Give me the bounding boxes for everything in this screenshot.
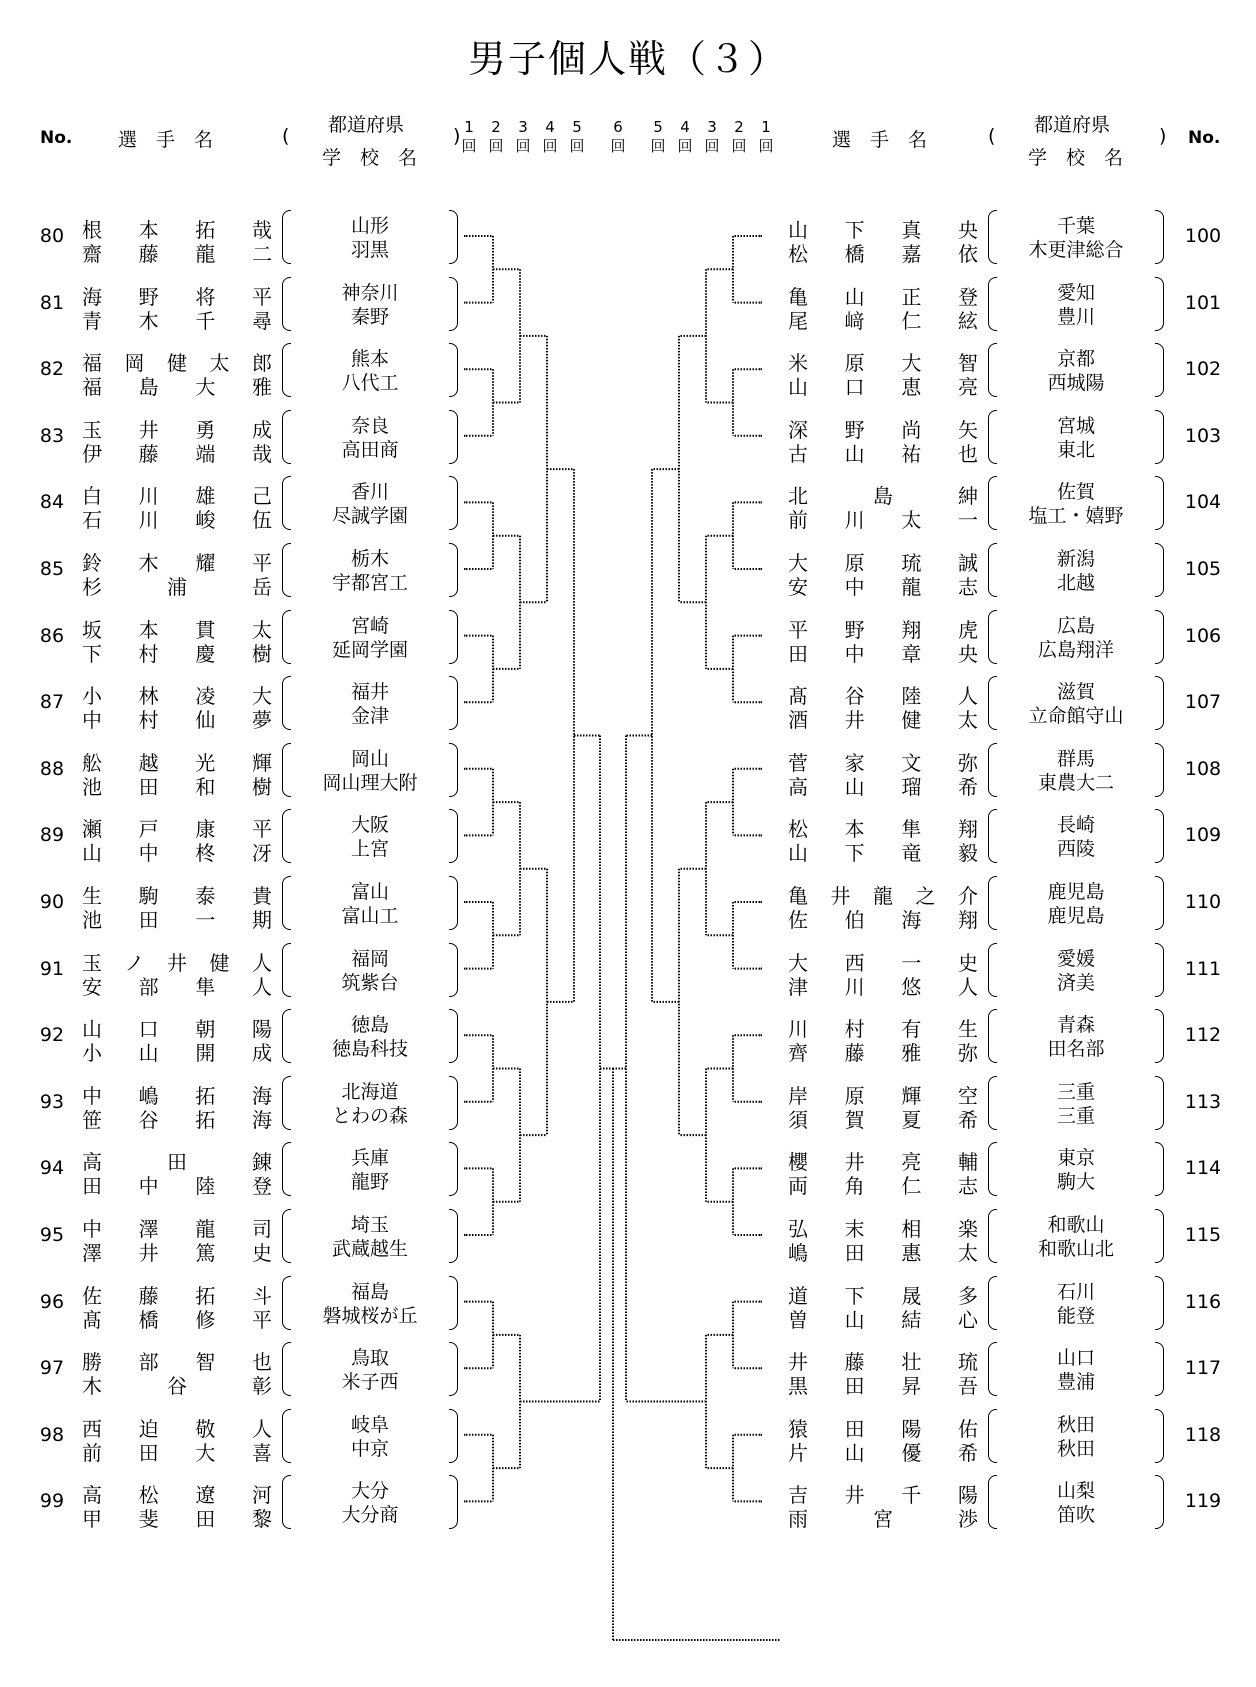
player-name-2: 小 山 開 成 — [82, 1041, 272, 1066]
entry-number: 96 — [39, 1290, 65, 1313]
school-name: 鹿児島 — [1047, 905, 1105, 927]
entry-number: 102 — [1184, 358, 1222, 381]
player-name-2: 髙 橋 修 平 — [82, 1307, 272, 1332]
player-name-2: 前 田 大 喜 — [82, 1440, 272, 1465]
round-header-right-1: 5 回 — [650, 118, 666, 155]
player-name-1: 鈴 木 耀 平 — [82, 551, 272, 575]
player-name-2: 甲 斐 田 黎 — [82, 1507, 272, 1532]
player-name-1: 高 松 遼 河 — [82, 1483, 272, 1508]
entry-number: 105 — [1184, 558, 1222, 580]
school-name: 駒大 — [1056, 1171, 1095, 1194]
school-name: 東農大二 — [1037, 771, 1114, 794]
player-name-1: 松 本 隼 翔 — [788, 817, 978, 842]
entry-number: 103 — [1184, 424, 1222, 447]
prefecture: 徳島 — [350, 1014, 389, 1037]
round-header-left-2: 2 回 — [488, 118, 504, 155]
player-name-2: 安 中 龍 志 — [788, 575, 978, 599]
player-name-2: 杉 浦 岳 — [82, 575, 272, 599]
player-name-1: 舩 越 光 輝 — [82, 750, 272, 775]
school-name: 上宮 — [350, 838, 389, 861]
player-name-1: 髙 谷 陸 人 — [788, 684, 978, 709]
school-name: 秋田 — [1056, 1437, 1095, 1460]
player-name-2: 山 中 柊 冴 — [82, 841, 272, 866]
player-name-1: 山 下 真 央 — [788, 218, 978, 242]
player-name-2: 片 山 優 希 — [788, 1440, 978, 1465]
player-name-2: 笹 谷 拓 海 — [82, 1107, 272, 1132]
header-paren-open-left: ( — [282, 125, 290, 147]
entry-number: 106 — [1184, 624, 1222, 647]
school-name: 富山工 — [341, 905, 399, 927]
school-name: 豊川 — [1056, 305, 1095, 328]
player-name-1: 西 迫 敬 人 — [82, 1416, 272, 1441]
entry-number: 114 — [1184, 1157, 1222, 1180]
entry-number: 80 — [39, 225, 65, 247]
entry-number: 99 — [39, 1490, 65, 1513]
entry-number: 108 — [1184, 757, 1222, 780]
school-name: 高田商 — [341, 438, 399, 461]
prefecture: 北海道 — [341, 1080, 399, 1103]
player-name-2: 佐 伯 海 翔 — [788, 908, 978, 932]
round-header-left-3: 3 回 — [515, 118, 531, 155]
round-header-right-5: 1 回 — [758, 118, 774, 155]
round-header-right-4: 2 回 — [731, 118, 747, 155]
player-name-2: 尾 﨑 仁 絃 — [788, 308, 978, 333]
player-name-1: 海 野 将 平 — [82, 284, 272, 309]
entry-number: 88 — [39, 757, 65, 780]
header-pref-right: 都道府県 — [1034, 114, 1111, 136]
player-name-2: 中 村 仙 夢 — [82, 708, 272, 733]
prefecture: 三重 — [1056, 1080, 1095, 1103]
school-name: 岡山理大附 — [322, 771, 418, 794]
prefecture: 福井 — [350, 681, 389, 704]
player-name-1: 高 田 錬 — [82, 1150, 272, 1175]
prefecture: 埼玉 — [350, 1214, 389, 1236]
player-name-1: 櫻 井 亮 輔 — [788, 1150, 978, 1175]
prefecture: 岐阜 — [350, 1413, 389, 1436]
player-name-1: 亀 井 龍 之 介 — [788, 884, 978, 908]
header-school-left: 学 校 名 — [322, 147, 418, 169]
prefecture: 宮崎 — [350, 614, 389, 637]
prefecture: 山口 — [1056, 1347, 1095, 1370]
entry-number: 86 — [39, 624, 65, 647]
player-name-1: 深 野 尚 矢 — [788, 417, 978, 442]
entry-number: 97 — [39, 1357, 65, 1380]
player-name-1: 佐 藤 拓 斗 — [82, 1283, 272, 1308]
entry-number: 101 — [1184, 291, 1222, 314]
school-name: 磐城桜が丘 — [322, 1304, 418, 1327]
player-name-2: 伊 藤 端 哉 — [82, 441, 272, 466]
prefecture: 愛知 — [1056, 281, 1095, 304]
player-name-1: 生 駒 泰 貴 — [82, 884, 272, 908]
school-name: 立命館守山 — [1028, 705, 1124, 728]
school-name: 筑紫台 — [341, 971, 399, 994]
school-name: 秦野 — [350, 305, 389, 328]
entry-number: 113 — [1184, 1090, 1222, 1113]
school-name: 三重 — [1056, 1104, 1095, 1127]
school-name: 羽黒 — [350, 239, 389, 261]
player-name-2: 田 中 章 央 — [788, 641, 978, 666]
prefecture: 滋賀 — [1056, 681, 1095, 704]
entry-number: 82 — [39, 358, 65, 381]
player-name-1: 白 川 雄 己 — [82, 484, 272, 509]
player-name-1: 吉 井 千 陽 — [788, 1483, 978, 1508]
school-name: 豊浦 — [1056, 1371, 1095, 1394]
player-name-2: 池 田 一 期 — [82, 908, 272, 932]
prefecture: 栃木 — [350, 548, 389, 570]
player-name-1: 菅 家 文 弥 — [788, 750, 978, 775]
school-name: 武蔵越生 — [331, 1238, 408, 1260]
prefecture: 熊本 — [350, 348, 389, 371]
prefecture: 愛媛 — [1056, 947, 1095, 970]
player-name-1: 中 嶋 拓 海 — [82, 1083, 272, 1108]
prefecture: 神奈川 — [341, 281, 399, 304]
entry-number: 94 — [39, 1157, 65, 1180]
entry-number: 93 — [39, 1090, 65, 1113]
school-name: 金津 — [350, 705, 389, 728]
header-player-name-right: 選 手 名 — [832, 129, 928, 151]
school-name: 西城陽 — [1047, 372, 1105, 395]
prefecture: 長崎 — [1056, 814, 1095, 837]
school-name: 塩工・嬉野 — [1028, 505, 1124, 528]
player-name-1: 根 本 拓 哉 — [82, 218, 272, 242]
entry-number: 119 — [1184, 1490, 1222, 1513]
entry-number: 85 — [39, 558, 65, 580]
entry-number: 91 — [39, 957, 65, 980]
player-name-1: 平 野 翔 虎 — [788, 617, 978, 642]
school-name: 大分商 — [341, 1504, 399, 1527]
school-name: 宇都宮工 — [331, 572, 408, 594]
prefecture: 秋田 — [1056, 1413, 1095, 1436]
prefecture: 鳥取 — [350, 1347, 389, 1370]
entry-number: 98 — [39, 1423, 65, 1446]
player-name-1: 大 原 琉 誠 — [788, 551, 978, 575]
player-name-2: 曽 山 結 心 — [788, 1307, 978, 1332]
player-name-1: 坂 本 貫 太 — [82, 617, 272, 642]
entry-number: 95 — [39, 1224, 65, 1246]
round-header-left-5: 5 回 — [569, 118, 585, 155]
school-name: 笛吹 — [1056, 1504, 1095, 1527]
prefecture: 鹿児島 — [1047, 881, 1105, 903]
player-name-2: 黒 田 昇 吾 — [788, 1374, 978, 1399]
entry-number: 104 — [1184, 491, 1222, 514]
school-name: 東北 — [1056, 438, 1095, 461]
player-name-1: 川 村 有 生 — [788, 1017, 978, 1042]
player-name-2: 古 山 祐 也 — [788, 441, 978, 466]
entry-number: 89 — [39, 824, 65, 847]
prefecture: 広島 — [1056, 614, 1095, 637]
player-name-1: 大 西 一 史 — [788, 950, 978, 975]
player-name-2: 前 川 太 一 — [788, 508, 978, 533]
school-name: 広島翔洋 — [1037, 638, 1114, 661]
player-name-1: 勝 部 智 也 — [82, 1350, 272, 1375]
player-name-1: 玉 ノ 井 健 人 — [82, 950, 272, 975]
school-name: 田名部 — [1047, 1038, 1105, 1061]
prefecture: 兵庫 — [350, 1147, 389, 1170]
player-name-1: 小 林 凌 大 — [82, 684, 272, 709]
school-name: 木更津総合 — [1028, 239, 1124, 261]
player-name-2: 山 下 竜 毅 — [788, 841, 978, 866]
prefecture: 山形 — [350, 215, 389, 237]
prefecture: 富山 — [350, 881, 389, 903]
prefecture: 大分 — [350, 1480, 389, 1503]
entry-number: 100 — [1184, 225, 1222, 247]
prefecture: 香川 — [350, 481, 389, 504]
player-name-1: 弘 末 相 楽 — [788, 1217, 978, 1241]
entry-number: 107 — [1184, 691, 1222, 714]
prefecture: 福岡 — [350, 947, 389, 970]
school-name: 済美 — [1056, 971, 1095, 994]
school-name: 和歌山北 — [1037, 1238, 1114, 1260]
page-title: 男子個人戦（３） — [467, 37, 788, 81]
player-name-1: 山 口 朝 陽 — [82, 1017, 272, 1042]
round-header-left-6: 6 回 — [610, 118, 626, 155]
entry-number: 110 — [1184, 891, 1222, 913]
player-name-2: 田 中 陸 登 — [82, 1174, 272, 1199]
school-name: 龍野 — [350, 1171, 389, 1194]
entry-number: 87 — [39, 691, 65, 714]
player-name-2: 青 木 千 尋 — [82, 308, 272, 333]
entry-number: 84 — [39, 491, 65, 514]
prefecture: 佐賀 — [1056, 481, 1095, 504]
header-no-right: No. — [1188, 128, 1221, 148]
entry-number: 109 — [1184, 824, 1222, 847]
player-name-2: 下 村 慶 樹 — [82, 641, 272, 666]
player-name-2: 齊 藤 雅 弥 — [788, 1041, 978, 1066]
player-name-2: 津 川 悠 人 — [788, 974, 978, 999]
school-name: 八代工 — [341, 372, 399, 395]
prefecture: 群馬 — [1056, 747, 1095, 770]
entry-number: 81 — [39, 291, 65, 314]
player-name-2: 石 川 峻 伍 — [82, 508, 272, 533]
school-name: 北越 — [1056, 572, 1095, 594]
player-name-2: 松 橋 嘉 依 — [788, 242, 978, 266]
player-name-1: 岸 原 輝 空 — [788, 1083, 978, 1108]
entry-number: 116 — [1184, 1290, 1222, 1313]
player-name-2: 雨 宮 渉 — [788, 1507, 978, 1532]
entry-number: 111 — [1184, 957, 1222, 980]
school-name: 尽誠学園 — [331, 505, 408, 528]
player-name-2: 福 島 大 雅 — [82, 375, 272, 400]
player-name-1: 北 島 紳 — [788, 484, 978, 509]
player-name-2: 須 賀 夏 希 — [788, 1107, 978, 1132]
prefecture: 青森 — [1056, 1014, 1095, 1037]
school-name: 能登 — [1056, 1304, 1095, 1327]
player-name-1: 井 藤 壮 琉 — [788, 1350, 978, 1375]
player-name-2: 齋 藤 龍 二 — [82, 242, 272, 266]
entry-number: 90 — [39, 891, 65, 913]
school-name: 中京 — [350, 1437, 389, 1460]
header-paren-close-left: ) — [453, 125, 461, 147]
prefecture: 千葉 — [1056, 215, 1095, 237]
player-name-2: 池 田 和 樹 — [82, 774, 272, 799]
player-name-2: 澤 井 篤 史 — [82, 1241, 272, 1265]
player-name-1: 米 原 大 智 — [788, 351, 978, 376]
round-header-left-4: 4 回 — [542, 118, 558, 155]
header-player-name-left: 選 手 名 — [118, 129, 214, 151]
entry-number: 117 — [1184, 1357, 1222, 1380]
school-name: とわの森 — [331, 1104, 408, 1127]
player-name-1: 福 岡 健 太 郎 — [82, 351, 272, 376]
player-name-2: 酒 井 健 太 — [788, 708, 978, 733]
player-name-1: 中 澤 龍 司 — [82, 1217, 272, 1241]
player-name-1: 亀 山 正 登 — [788, 284, 978, 309]
round-header-left-1: 1 回 — [461, 118, 477, 155]
prefecture: 石川 — [1056, 1280, 1095, 1303]
player-name-2: 両 角 仁 志 — [788, 1174, 978, 1199]
header-paren-close-right: ) — [1159, 125, 1167, 147]
prefecture: 京都 — [1056, 348, 1095, 371]
prefecture: 新潟 — [1056, 548, 1095, 570]
player-name-2: 高 山 瑠 希 — [788, 774, 978, 799]
round-header-right-2: 4 回 — [677, 118, 693, 155]
header-no-left: No. — [40, 128, 73, 148]
player-name-1: 瀬 戸 康 平 — [82, 817, 272, 842]
player-name-1: 猿 田 陽 佑 — [788, 1416, 978, 1441]
school-name: 徳島科技 — [331, 1038, 408, 1061]
player-name-2: 木 谷 彰 — [82, 1374, 272, 1399]
school-name: 西陵 — [1056, 838, 1095, 861]
entry-number: 115 — [1184, 1224, 1222, 1246]
player-name-2: 山 口 恵 亮 — [788, 375, 978, 400]
prefecture: 山梨 — [1056, 1480, 1095, 1503]
header-paren-open-right: ( — [988, 125, 996, 147]
prefecture: 奈良 — [350, 414, 389, 437]
player-name-2: 嶋 田 惠 太 — [788, 1241, 978, 1265]
header-school-right: 学 校 名 — [1028, 147, 1124, 169]
prefecture: 岡山 — [350, 747, 389, 770]
school-name: 米子西 — [341, 1371, 399, 1394]
prefecture: 東京 — [1056, 1147, 1095, 1170]
player-name-1: 玉 井 勇 成 — [82, 417, 272, 442]
school-name: 延岡学園 — [331, 638, 408, 661]
entry-number: 83 — [39, 424, 65, 447]
prefecture: 福島 — [350, 1280, 389, 1303]
prefecture: 宮城 — [1056, 414, 1095, 437]
player-name-1: 道 下 晟 多 — [788, 1283, 978, 1308]
player-name-2: 安 部 隼 人 — [82, 974, 272, 999]
header-pref-left: 都道府県 — [328, 114, 405, 136]
prefecture: 和歌山 — [1047, 1214, 1105, 1236]
round-header-right-3: 3 回 — [704, 118, 720, 155]
prefecture: 大阪 — [350, 814, 389, 837]
entry-number: 92 — [39, 1024, 65, 1047]
entry-number: 112 — [1184, 1024, 1222, 1047]
entry-number: 118 — [1184, 1423, 1222, 1446]
